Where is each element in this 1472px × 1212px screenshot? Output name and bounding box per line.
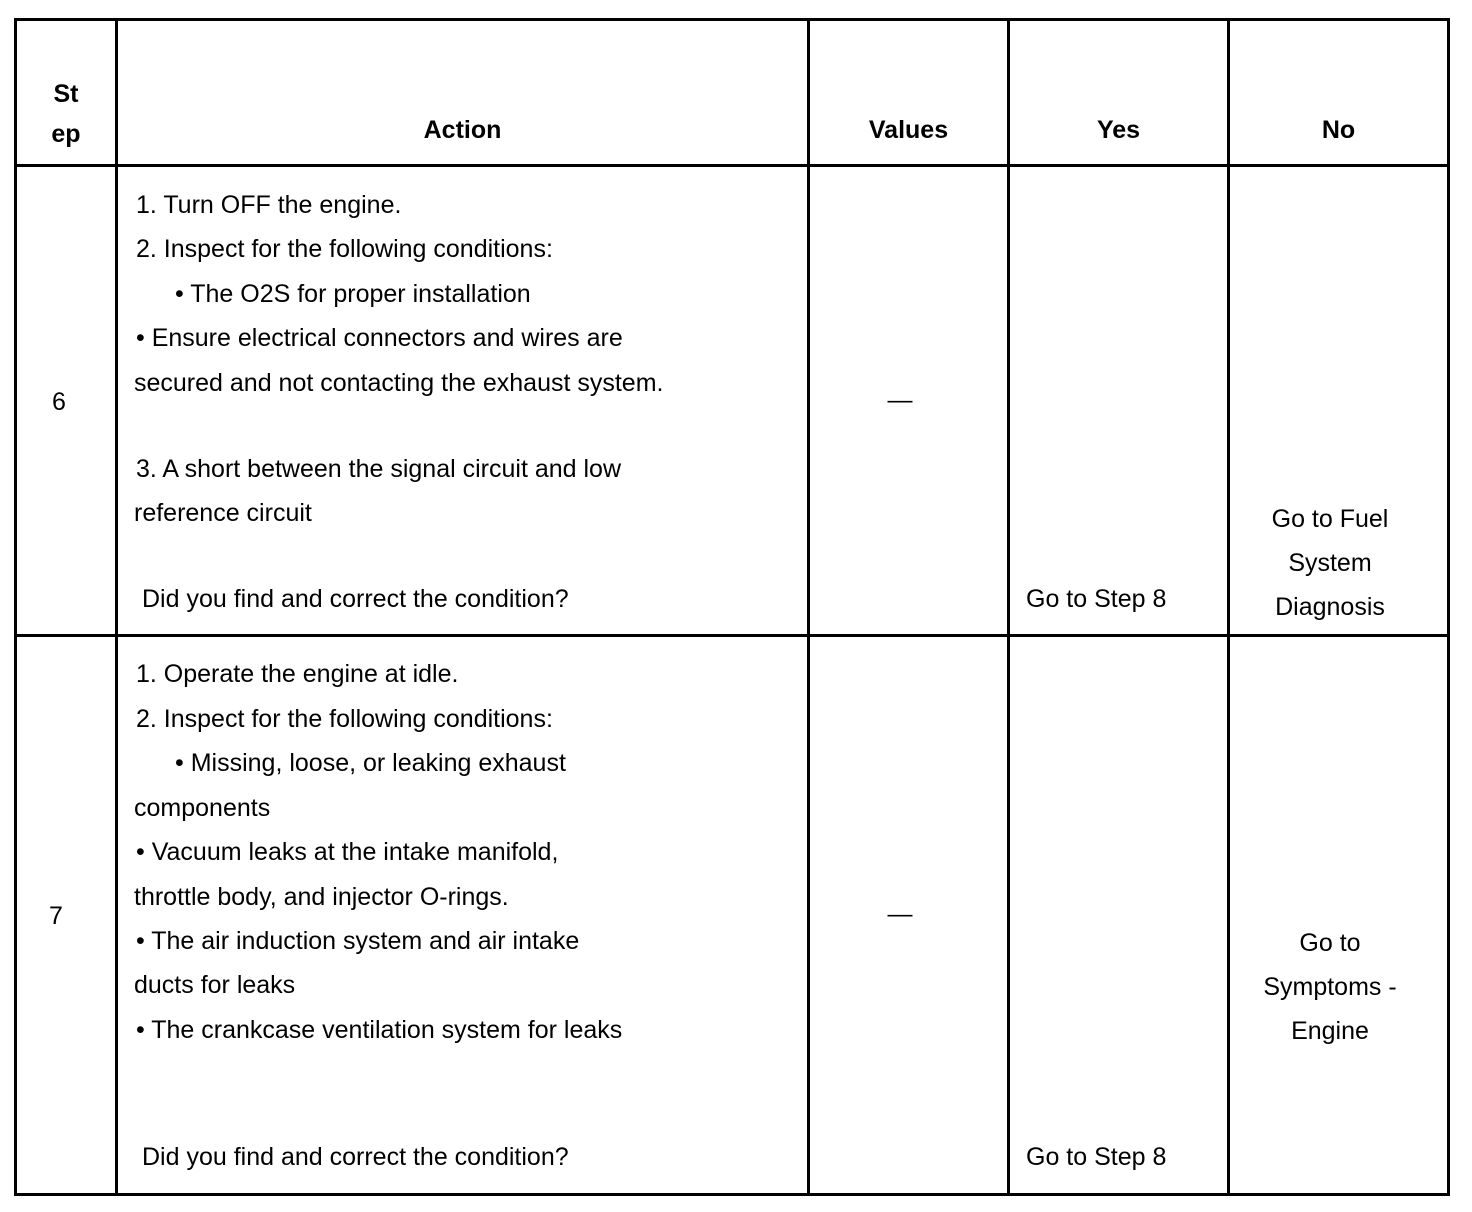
diagnostic-table xyxy=(14,18,1450,1196)
value-dash: — xyxy=(887,386,913,414)
action-line: 1. Turn OFF the engine. xyxy=(136,191,402,219)
action-line: • The O2S for proper installation xyxy=(175,280,531,308)
action-line: 2. Inspect for the following conditions: xyxy=(136,705,553,733)
action-question: Did you find and correct the condition? xyxy=(142,585,569,613)
no-action-line: Diagnosis xyxy=(1275,593,1385,621)
row-border xyxy=(14,634,1450,637)
action-line: 2. Inspect for the following conditions: xyxy=(136,235,553,263)
no-action xyxy=(1230,497,1430,629)
no-action-line: Engine xyxy=(1291,1017,1369,1045)
action-line: 1. Operate the engine at idle. xyxy=(136,660,459,688)
column-border xyxy=(1007,18,1010,1196)
column-border xyxy=(807,18,810,1196)
action-line: • Missing, loose, or leaking exhaust xyxy=(175,749,566,777)
header-yes: Yes xyxy=(1096,116,1141,144)
action-line: • The crankcase ventilation system for leaks xyxy=(136,1016,623,1044)
header-no: No xyxy=(1321,116,1356,144)
step-number: 7 xyxy=(49,902,63,930)
action-line: reference circuit xyxy=(134,499,312,527)
column-border xyxy=(14,18,17,1196)
column-border xyxy=(115,18,118,1196)
step-number: 6 xyxy=(52,388,66,416)
value-dash: — xyxy=(887,900,913,928)
action-line: • Ensure electrical connectors and wires are xyxy=(136,324,623,352)
action-line: • Vacuum leaks at the intake manifold, xyxy=(136,838,559,866)
no-action-line: Go to xyxy=(1299,929,1361,957)
row-border xyxy=(14,164,1450,167)
action-line: components xyxy=(134,794,271,822)
header-step-line2: ep xyxy=(51,120,81,148)
action-question: Did you find and correct the condition? xyxy=(142,1143,569,1171)
row-border xyxy=(14,18,1450,21)
action-line: secured and not contacting the exhaust system. xyxy=(134,369,664,397)
column-border xyxy=(1447,18,1450,1196)
header-step xyxy=(17,74,115,154)
header-step-line1: St xyxy=(53,80,79,108)
header-values: Values xyxy=(868,116,949,144)
yes-action: Go to Step 8 xyxy=(1026,585,1167,613)
action-line: • The air induction system and air intake xyxy=(136,927,580,955)
action-line: ducts for leaks xyxy=(134,971,296,999)
no-action xyxy=(1230,921,1430,1053)
yes-action: Go to Step 8 xyxy=(1026,1143,1167,1171)
no-action-line: System xyxy=(1288,549,1372,577)
action-line: throttle body, and injector O-rings. xyxy=(134,883,509,911)
no-action-line: Symptoms - xyxy=(1263,973,1397,1001)
header-action: Action xyxy=(423,116,502,144)
row-border xyxy=(14,1193,1450,1196)
action-line: 3. A short between the signal circuit and low xyxy=(136,455,622,483)
no-action-line: Go to Fuel xyxy=(1271,505,1389,533)
